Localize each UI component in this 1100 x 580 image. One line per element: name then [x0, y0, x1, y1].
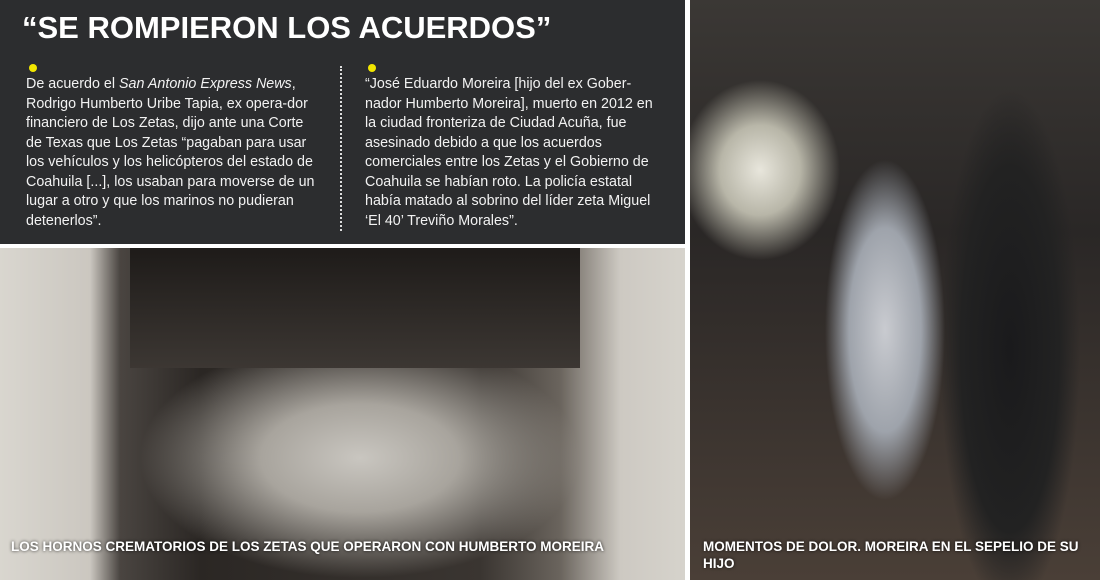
funeral-caption: MOMENTOS DE DOLOR. MOREIRA EN EL SEPELIO DE SU HIJO [703, 539, 1079, 571]
crematorium-photo [0, 248, 685, 580]
bullet-icon [368, 64, 376, 72]
dotted-divider [340, 66, 342, 231]
left-paragraph [26, 75, 318, 231]
left-column [26, 64, 318, 231]
bullet-icon [29, 64, 37, 72]
crematorium-caption: LOS HORNOS CREMATORIOS DE LOS ZETAS QUE OPERARON CON HUMBERTO MOREIRA [11, 539, 605, 554]
right-column [365, 64, 661, 231]
funeral-photo [690, 0, 1100, 580]
paragraph-text: , Rodrigo Humberto Uribe Tapia, ex opera-dor financiero de Los Zetas, dijo ante una Corte de Texas que Los Zetas “pagaban para usar los vehículos y los helicópteros del estado de Coahuila [...], los usaban para moverse de un lugar a otro y que los marinos no pudieran detenerlos”. [26, 76, 315, 229]
paragraph-intro: De acuerdo el [26, 76, 119, 92]
headline: “SE ROMPIERON LOS ACUERDOS” [22, 10, 552, 45]
oven-opening [130, 248, 580, 368]
right-paragraph: “José Eduardo Moreira [hijo del ex Gober-nador Humberto Moreira], muerto en 2012 en la ciudad fronteriza de Ciudad Acuña, fue asesinado debido a que los acuerdos comerciales entre los Zetas y el Gobierno de Coahuila se habían roto. La policía estatal había matado al sobrino del líder zeta Miguel ‘El 40’ Treviño Morales”. [365, 76, 653, 229]
source-name: San Antonio Express News [119, 76, 292, 92]
quote-panel [0, 0, 685, 244]
